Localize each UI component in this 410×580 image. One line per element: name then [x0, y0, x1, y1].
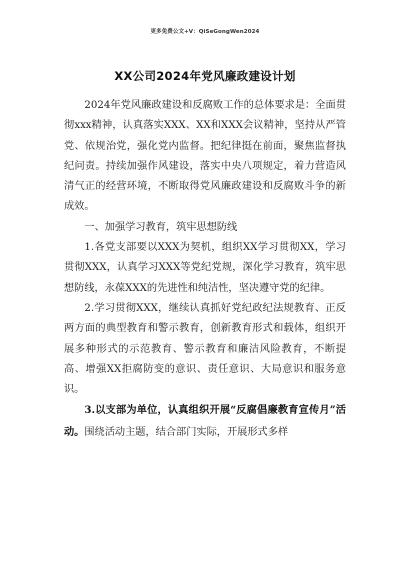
header-note: 更多免费公文+V：QiSeGongWen2024 [150, 29, 260, 35]
item-3-bold-lead: 3.以支部为单位，认真组织开展“反腐倡廉教育宣传月”活动。 [64, 404, 346, 438]
document-title: XX公司2024年党风廉政建设计划 [114, 69, 296, 83]
paragraph-item-1: 1.各党支部要以XXX为契机，组织XX学习贯彻XX，学习贯彻XXX，认真学习XXX等党纪党规，深化学习教育，筑牢思想防线，永葆XXX的先进性和纯洁性，坚决遵守党的纪律。 [64, 242, 346, 294]
paragraph-item-3 [64, 400, 346, 443]
intro-paragraph: 2024年党风廉政建设和反腐败工作的总体要求是：全面贯彻xxx精神，认真落实XXX、XX和XXX会议精神，坚持从严管党、依规治党，强化党内监督。把纪律挺在前面，聚焦监督执纪问责。持续加强作风建设，落实中央八项规定，着力营造风清气正的经营环境，不断取得党风廉政建设和反腐败斗争的新成效。 [64, 100, 346, 213]
paragraph-item-2: 2.学习贯彻XXX，继续认真抓好党纪政纪法规教育、正反两方面的典型教育和警示教育，创新教育形式和载体，组织开展多种形式的示范教育、警示教育和廉洁风险教育，不断提高、增强XX拒腐防变的意识、责任意识、大局意识和服务意识。 [64, 302, 346, 396]
document-body [64, 96, 346, 443]
item-3-text: 围绕活动主题，结合部门实际，开展形式多样 [84, 426, 289, 438]
section-heading: 一、加强学习教育，筑牢思想防线 [84, 221, 238, 233]
